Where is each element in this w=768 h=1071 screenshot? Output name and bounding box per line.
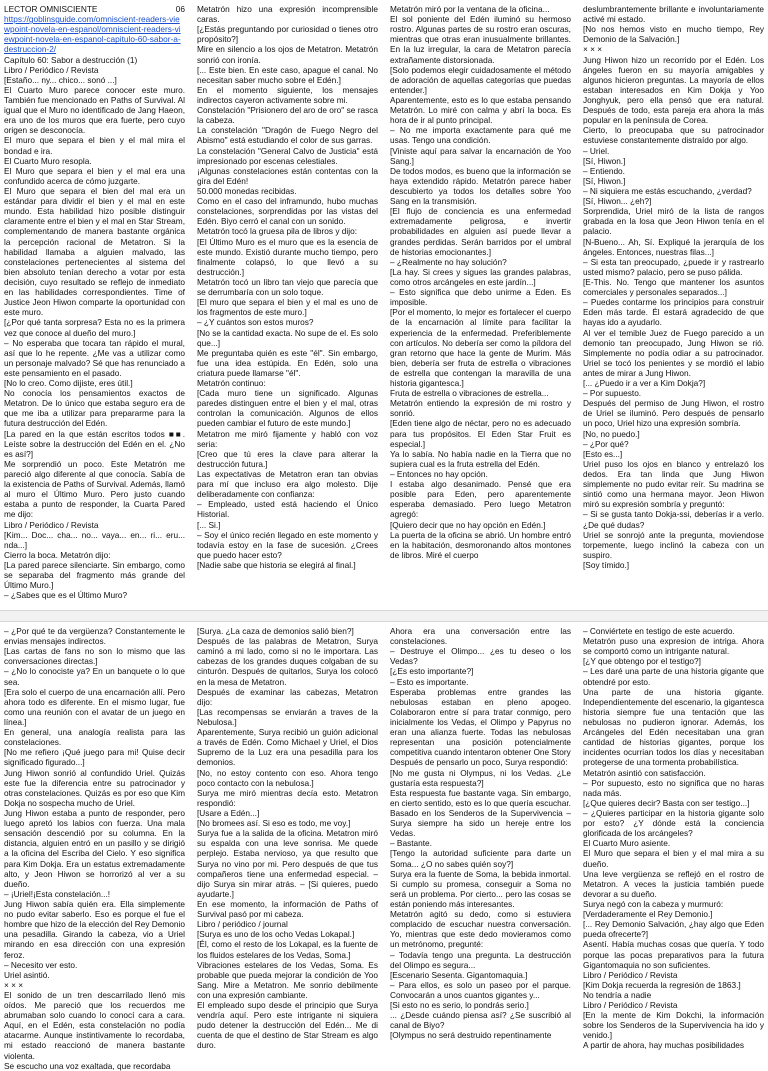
paragraph: Cierto, lo preocupaba que su patrocinador estuviese constantemente distraído por algo. — [583, 125, 764, 146]
paragraph: [¿Estás preguntando por curiosidad o tienes otro propósito?] — [197, 24, 378, 45]
paragraph: [¿Que quieres decir? Basta con ser testigo...] — [583, 797, 750, 808]
paragraph: [Cada muro tiene un significado. Algunas paredes distinguen entre el bien y el mal, otras controlan la comunicación. Algunos de ellos pueden cambiar el futuro de este mundo.] — [197, 388, 378, 429]
paragraph: [¿Y que obtengo por el testigo?] — [583, 656, 701, 667]
paragraph: – No esperaba que tocara tan rápido el mural, así que lo he repente. ¿Me vas a utilizar como un personaje malvado? Sé que has renunciado a este pensamiento en el pasado. — [4, 337, 185, 378]
paragraph: [No, no estoy contento con eso. Ahora tengo poco contacto con la nebulosa.] — [197, 767, 378, 788]
paragraph: [No me refiero ¡Qué juego para mi! Quise decir significado figurado...] — [4, 747, 185, 768]
paragraph: [Usare a Edén...] — [197, 807, 260, 818]
paragraph: Jung Hiwon sonrió al confundido Uriel. Quizás este fue la diferencia entre su patrocinador y otras constelaciones. Quizás es por eso que Kim Dokja no sospecha mucho de Uriel. — [4, 767, 185, 808]
paragraph: [Nadie sabe que historia se elegirá al final.] — [197, 560, 356, 571]
paragraph: – Destruye el Olimpo... ¿es tu deseo o los Vedas? — [390, 646, 571, 667]
paragraph: × × × — [4, 979, 24, 990]
paragraph: [El Último Muro es el muro que es la esencia de este mundo. Existió durante mucho tiempo, pero finalmente colapsó, lo que llevó a su destrucción.] — [197, 236, 378, 277]
paragraph: [No nos hemos visto en mucho tiempo, Rey Demonio de la Salvación.] — [583, 24, 764, 45]
paragraph: ... ¿Desde cuándo piensa así? ¿Se suscribió al canal de Biyo? — [390, 1010, 571, 1031]
paragraph: El Cuarto Muro resopla. — [4, 155, 92, 166]
paragraph: Me preguntaba quién es este "él". Sin embargo, fue una idea estúpida. En Edén, solo una criatura puede llamarse "él". — [197, 347, 378, 378]
paragraph: Constelación "Prisionero del aro de oro" se rasca la cabeza. — [197, 105, 378, 126]
paragraph: [Verdaderamente el Rey Demonio.] — [583, 909, 713, 920]
paragraph: [... Si.] — [197, 519, 221, 530]
paragraph: Me sorprendió un poco. Este Metatrón me pareció algo diferente al que conocía. Sabía de la existencia de Paths of Survival. Además, llamó al muro el Último Muro. Pero justo cuando estaba a punto de responder, la Cuarta Pared me dijo: — [4, 458, 185, 520]
paragraph: Asentí. Había muchas cosas que quería. Y todo porque las pocas preparativos para la futura Gigantomaquia no son suficientes. — [583, 939, 764, 970]
paragraph: 50.000 monedas recibidas. — [197, 185, 297, 196]
paragraph: Aparentemente, esto es lo que estaba pensando Metatrón. Lo miré con calma y abrí la boca. Es hora de ir al punto principal. — [390, 94, 571, 126]
paragraph: No conocía los pensamientos exactos de Metatron. De lo único que estaba seguro era de que me iba a utilizar para prepararme para la futura destrucción del Edén. — [4, 388, 185, 429]
paragraph: [Tengo la autoridad suficiente para darte un Soma... ¿O no sabes quién soy?] — [390, 848, 571, 869]
text-column-3 — [390, 4, 571, 604]
paragraph: deslumbrantemente brillante e involuntariamente activé mi estado. — [583, 4, 764, 25]
paragraph: El Muro que separa el bien y el mal mira a su dueño. — [583, 848, 764, 869]
paragraph: [No me gusta ni Olympus, ni los Vedas. ¿Le gustaría esta respuesta?] — [390, 767, 571, 788]
paragraph: Cierro la boca. Metatrón dijo: — [4, 549, 111, 560]
paragraph: Una parte de una historia gigante. Independientemente del escenario, la gigantesca historia siempre fue una tentación que las nebulosas no pudieron ignorar. Además, los Arcángeles del Edén necesitaban una gran cantidad de historias gigantes, porque los incidentes ocurrian todos los días y necesitaban protegerse de una tormenta probabilística. — [583, 686, 764, 768]
paragraph: El sol poniente del Edén iluminó su hermoso rostro. Algunas partes de su rostro eran oscuras, mientras que otras eran inusualmente brillantes. En la luz irregular, la cara de Metatron parecía extrañamente distorsionada. — [390, 14, 571, 65]
paragraph: Libro / periódico / journal — [197, 919, 288, 930]
paragraph: Ahora era una conversación entre las constelaciones. — [390, 626, 571, 647]
paragraph: [Olympus no será destruido repentinamente — [390, 1030, 552, 1041]
paragraph: [Las recompensas se enviarán a traves de la Nebulosa.] — [197, 706, 378, 727]
paragraph: Surya negó con la cabeza y murmuró: — [583, 898, 724, 909]
paragraph: [Eden tiene algo de néctar, pero no es adecuado para tus propósitos. El Eden Star Fruit es especial.] — [390, 418, 571, 449]
paragraph: [Kim... Doc... cha... no... vaya... en... ri... eru... nda...] — [4, 529, 185, 550]
paragraph: – ¿Por qué te da vergüenza? Constantemente le envias mensajes indirectos. — [4, 626, 185, 647]
paragraph: – ¿Y cuántos son estos muros? — [197, 317, 314, 328]
paragraph: Se escucho una voz exaltada, que recordaba — [4, 1060, 171, 1071]
paragraph: – Les daré una parte de una historia gigante que obtendré por esto. — [583, 666, 764, 687]
paragraph: Como en el caso del inframundo, hubo muchas constelaciones, sorprendidas por las vistas del Edén. Biyo cerró el canal con un sonido. — [197, 196, 378, 227]
paragraph: [Creo que tú eres la clave para alterar la destrucción futura.] — [197, 448, 378, 469]
paragraph: – Conviértete en testigo de este acuerdo. — [583, 626, 735, 636]
paragraph: Jung Hiwon hizo un recorrido por el Edén. Los ángeles fueron en su mayoría amigables y algunos hicieron preguntas. La mayoría de ellos estaban interesados en Kim Dokja y Yoo Jonghyuk, pero ella pensó que era natural. Después de todo, esta pareja era ahora la más popular en la península de Corea. — [583, 54, 764, 126]
paragraph: Aparentemente, Surya recibió un guión adicional a través de Edén. Como Michael y Uriel, el Dios Supremo de la Luz era una pesadilla para los demonios. — [197, 727, 378, 768]
paragraph: El Muro que separa el bien y el mal era una confundido acerca de cómo juzgarte. — [4, 165, 185, 186]
paragraph: I estaba algo desanimado. Pensé que era posible para Eden, pero aparentemente esperaba demasiado. Pero luego Metatron agregó: — [390, 479, 571, 520]
paragraph: Metatrón puso una expresion de intriga. Ahora se comportó como un intrigante natural. — [583, 636, 764, 657]
paragraph: [La pared parece silenciarte. Sin embargo, como se separaba del fragmento más grande del Último Muro.] — [4, 560, 185, 591]
paragraph: – Por supuesto, esto no significa que no haras nada más. — [583, 777, 764, 798]
paragraph: Capítulo 60: Sabor a destrucción (1) — [4, 54, 138, 65]
paragraph: [Si esto no es serio, lo pondrás serio.] — [390, 1000, 529, 1011]
paragraph: [La pared en la que están escritos todos ■■. Leíste sobre la destrucción del Edén en el. ¿No es así?] — [4, 428, 185, 459]
paragraph: – Por supuesto. — [583, 388, 642, 399]
paragraph: Metatrón agitó su dedo, como si estuviera complacido de escuchar nuestra conversación. Yo, mientras que este dedo movieramos como un metrónomo, pregunté: — [390, 909, 571, 950]
paragraph: En ese momento, la información de Paths of Survival pasó por mi cabeza. — [197, 898, 378, 920]
paragraph: Metatrón tocó la gruesa pila de libros y dijo: — [197, 226, 358, 237]
paragraph: – ¡Uriel!¡Esta constelación...! — [4, 888, 111, 899]
paragraph: Después del permiso de Jung Hiwon, el rostro de Uriel se iluminó. Pero después de pensarlo un poco, Uriel hizo una expresión sombría. — [583, 398, 764, 429]
paragraph: Esperaba problemas entre grandes las nebulosas estaban en pleno apogeo. Colaboraron entre sí para tratar conmigo, pero inicialmente los Vedas, el Olimpo y Papyrus no eran una alianza fuerte. Todas las nebulosas representan una posición potencialmente competitiva cuando intentaron obtener One Story — [390, 686, 571, 758]
paragraph: – Necesito ver esto. — [4, 959, 78, 970]
paragraph: Libro / Periódico / Revista — [583, 1000, 678, 1011]
paragraph: En el momento siguiente, los mensajes indirectos cayeron activamente sobre mi. — [197, 84, 378, 105]
paragraph: – ¿Por qué? — [583, 438, 629, 449]
paragraph: – ¿No lo conociste ya? En un banquete o lo que sea. — [4, 666, 185, 687]
paragraph: – ¿Sabes que es el Último Muro? — [4, 590, 128, 601]
paragraph: Las expectativas de Metatron eran tan obvias para mí que incluso era algo molesto. Dije deliberadamente con confianza: — [197, 469, 378, 500]
paragraph: Metatron me miró fijamente y habló con voz seria: — [197, 428, 378, 449]
paragraph: Uriel asintió. — [4, 969, 50, 980]
paragraph: [Por el momento, lo mejor es fortalecer el cuerpo de la encarnación al límite para facilitar la experiencia de la enfermedad. Preferiblemente con artículos. No debería ser como la píldora del gran retorno que hace la gente de Murim. Más bien, debería ser fruta de estrella o vibraciones de estrella que contengan la maravilla de una historia gigantesca.] — [390, 307, 571, 389]
paragraph: A partir de ahora, hay muchas posibilidades — [583, 1040, 744, 1051]
paragraph: [Sí, Hiwon.] — [583, 155, 626, 166]
paragraph: Una leve vergüenza se reflejó en el rostro de Metatron. A veces la justicia también puede devorar a su dueño. — [583, 868, 764, 899]
paragraph: La puerta de la oficina se abrió. Un hombre entró en la habitación, desmoronando altos montones de libros. Miré el cuerpo — [390, 529, 571, 560]
paragraph: – No me importa exactamente para qué me usas. Tengo una condición. — [390, 125, 571, 146]
paragraph: – Si esta tan preocupado, ¿puede ir y rastrearlo usted mismo? palacio, pero se puso pálida. — [583, 256, 764, 277]
paragraph: Surya me miró mientras decía esto. Metatron respondió: — [197, 787, 378, 808]
paragraph: [Sí, Hiwon.] — [583, 175, 626, 186]
paragraph: – Puedes contarme los principios para construir Eden más tarde. Él estará agradecido de que hayas ido a ayudarlo. — [583, 297, 764, 328]
paragraph: El empleado supo desde el principio que Surya vendría aquí. Pero este intrigante ni siquiera pudo detener la destrucción del Edén... Me di cuenta de que el destino de Star Stream es algo duro. — [197, 1000, 378, 1051]
paragraph: [Surya es uno de los ocho Vedas Lokapal.] — [197, 929, 355, 940]
paragraph: – Si se gusta tanto Dokja-ssi, deberías ir a verlo. ¿De qué dudas? — [583, 509, 764, 530]
paragraph: Al ver el temible Juez de Fuego parecido a un demonio tan preocupado, Jung Hiwon se rió. Simplemente no podía odiar a su patrocinador. Uriel se tocó los penientes y se mordió el labio antes de mirar a Jung Hiwon. — [583, 327, 764, 378]
paragraph: – Empleado, usted está haciendo el Único Historial. — [197, 499, 378, 520]
page-sheet-top — [0, 4, 768, 604]
paragraph: Después de examinar las cabezas, Metatron dijo: — [197, 686, 378, 707]
paragraph: Uriel puso los ojos en blanco y entrelazó los dedos. Era tan linda que Jung Hiwon simplemente no pudo evitar reír. Su madrina se sintió como una hermana mayor. Jeon Hiwon miró su expresión sombría y preguntó: — [583, 458, 764, 510]
text-column-8 — [583, 626, 764, 1051]
paragraph: ¡Algunas constelaciones están contentas con la gira del Edén! — [197, 165, 378, 186]
text-column-1 — [4, 4, 185, 604]
paragraph: [¿Por qué tanta sorpresa? Esta no es la primera vez que conoce al dueño del muro.] — [4, 317, 185, 338]
paragraph: – Entonces no hay opción. — [390, 469, 488, 480]
paragraph: Ya lo sabía. No había nadie en la Tierra que no supiera cual es la fruta estrella del Edén. — [390, 448, 571, 469]
text-column-4 — [583, 4, 764, 604]
paragraph: [El muro que separa el bien y el mal es uno de los fragmentos de este muro.] — [197, 297, 378, 318]
paragraph: Metatrón miró por la ventana de la oficina... — [390, 4, 550, 14]
paragraph: [E-This. No. Tengo que mantener los asuntos comerciales y personales separados...] — [583, 276, 764, 298]
text-column-7 — [390, 626, 571, 1041]
paragraph: Esta respuesta fue bastante vaga. Sin embargo, en cierto sentido, esto es lo que quería escuchar. Basado en los Senderos de la Supervivencia – Surya siempre ha sido un hereje entre los Vedas. — [390, 787, 571, 839]
paragraph: [Solo podemos elegir cuidadosamente el método de adoración de aquellas categorías que puedas entender.] — [390, 64, 571, 95]
paragraph: No tendría a nadie — [583, 989, 652, 1000]
page-sheet-bottom — [0, 626, 768, 1071]
paragraph: [N-Bueno... Ah, Sí. Expliqué la jerarquía de los ángeles. Entonces, nuestras filas...] — [583, 236, 764, 257]
paragraph: Fruta de estrella o vibraciones de estrella... — [390, 388, 549, 399]
paragraph: – ¿Quieres participar en la historia gigante solo por esto? ¿Y dónde está la conciencia glorificada de los arcángeles? — [583, 807, 764, 839]
paragraph: Después de pensarlo un poco, Surya respondió: — [390, 757, 568, 768]
page-break — [0, 610, 768, 622]
paragraph: – Para ellos, es solo un paseo por el parque. Convocarán a unos cuantos gigantes y... — [390, 979, 571, 1000]
paragraph: Surya era la fuente de Soma, la bebida inmortal. Si cumplo su promesa, conseguir a Soma no será un problema. Por cierto... pero las cosas se están poniendo más interesantes. — [390, 868, 571, 909]
paragraph: Vibraciones estelares de los Vedas, Soma. Es probable que pueda mejorar la condición de Yoo Sang. Mire a Metatron. Me sonrio debilmente con una expresión cambiante. — [197, 959, 378, 1000]
paragraph: [Quiero decir que no hay opción en Edén.] — [390, 519, 546, 530]
paragraph: Uriel se sonrojó ante la pregunta, moviendose torpemente, luego inclinó la cabeza con un suspiro. — [583, 529, 764, 560]
paragraph: El Cuarto Muro parece conocer este muro. También fue mencionado en Paths of Survival. Al igual que el Muro no identificado de Jang Haeon, era uno de los muros que era fuerte, pero cuyo origen se desconocía. — [4, 84, 185, 136]
paragraph: Mire en silencio a los ojos de Metatron. Metatrón sonrió con ironía. — [197, 44, 378, 65]
paragraph: [No bromees así. Si eso es todo, me voy.] — [197, 818, 351, 829]
page-number: 06 — [175, 4, 185, 14]
header-title: LECTOR OMNISCIENTE — [4, 4, 98, 14]
paragraph: [Soy tímido.] — [583, 560, 630, 571]
paragraph: × × × — [583, 44, 603, 55]
document-header — [4, 4, 185, 14]
paragraph: [¿Es esto importante?] — [390, 666, 474, 677]
paragraph: Libro / Periódico / Revista — [4, 64, 99, 75]
paragraph: [El flujo de conciencia es una enfermedad extremadamente peligrosa, e invertir probabilidades en alguien así puede llevar a grandes perdidas. Serán barridos por el umbral de historias emocionantes.] — [390, 206, 571, 257]
paragraph: [No se la cantidad exacta. No supe de el. Es solo que...] — [197, 327, 378, 348]
paragraph: [Escenario Sesenta. Gigantomaquia.] — [390, 969, 528, 980]
text-column-6 — [197, 626, 378, 1051]
paragraph: [Kim Dokja recuerda la regresión de 1863.] — [583, 979, 741, 990]
paragraph: [La hay. Si crees y sigues las grandes palabras, como otros arcángeles en este jardín...] — [390, 266, 571, 287]
paragraph: [... Este bien. En este caso, apague el canal. No necesitan saber mucho sobre el Edén.] — [197, 64, 378, 85]
paragraph: – Bastante. — [390, 838, 432, 849]
paragraph: Metatrón tocó un libro tan viejo que parecía que se derrumbaría con un solo toque. — [197, 276, 378, 298]
paragraph: En general, una analogía realista para las constelaciones. — [4, 727, 185, 748]
paragraph: [Estaño... ny... chico... sonó ...] — [4, 74, 117, 85]
paragraph: [Sí, Hiwon... ¿eh?] — [583, 196, 652, 207]
paragraph: Metatrón entiendo la expresión de mi rostro y sonrió. — [390, 398, 571, 419]
paragraph: Metatrón continuo: — [197, 378, 266, 389]
paragraph: [... Rey Demonio Salvación, ¿hay algo que Eden pueda ofrecerte?] — [583, 919, 764, 940]
paragraph: Metatrón hizo una expresión incomprensible caras. — [197, 4, 378, 25]
paragraph: El sonido de un tren descarrilado llenó mis oídos. Me pareció que los recuerdos me abrumaban solo cuando lo conocí cara a cara. Aquí, en el Edén, esta constelación no podía atacarme. Aunque instintivamente lo recordaba, mi estado reaccionó de manera bastante violenta. — [4, 989, 185, 1061]
paragraph: Metatrón asintió con satisfacción. — [583, 767, 706, 778]
source-link[interactable]: https://goblinsguide.com/omniscient-readers-viewpoint-novela-en-espanol/omniscient-readers-viewpoint-novela-en-espanol-capitulo-60-sabor-a-destruccion-2/ — [4, 14, 181, 55]
paragraph: [No, no puedo.] — [583, 428, 640, 439]
paragraph: [Surya. ¿La caza de demonios salió bien?] — [197, 626, 354, 636]
paragraph: Después de las palabras de Metatron, Surya caminó a mi lado, como si no le importara. Las cabezas de los grandes duques colgaban de su cinturón. Después de quitarlos, Surya los colocó en la mesa de Metatron. — [197, 636, 378, 687]
paragraph: [Él, como el resto de los Lokapal, es la fuente de los fluidos estelares de los Vedas, Soma.] — [197, 939, 378, 960]
paragraph: El muro que separa el bien y el mal mira el bondad e ira. — [4, 135, 185, 156]
paragraph: El Cuarto Muro asiente. — [583, 838, 671, 849]
paragraph: La constelación "Dragón de Fuego Negro del Abismo" está estudiando el color de sus garras. — [197, 125, 378, 146]
paragraph: – Uriel. — [583, 145, 610, 156]
paragraph: – Ni siquiera me estás escuchando, ¿verdad? — [583, 185, 752, 196]
paragraph: – Esto es importante. — [390, 676, 469, 687]
paragraph: – Soy el único recién llegado en este momento y todavía estoy en la fase de sucesión. ¿Crees que puedo hacer esto? — [197, 529, 378, 560]
paragraph: [Era solo el cuerpo de una encarnación allí. Pero ahora todo es diferente. En el mismo lugar, fue como una reunión con el avatar de un juego en línea.] — [4, 686, 185, 727]
paragraph: Libro / Periódico / Revista — [4, 519, 99, 530]
paragraph: – ¿Realmente no hay solución? — [390, 256, 507, 267]
paragraph: [Esto es...] — [583, 448, 623, 459]
paragraph: Sorprendida, Uriel miró de la lista de rangos grabada en la losa que Jeon Hiwon tenía en el palacio. — [583, 206, 764, 237]
paragraph: – Entiendo. — [583, 165, 625, 176]
paragraph: [No lo creo. Como dijiste, eres útil.] — [4, 378, 133, 389]
paragraph: Jung Hiwon sabía quién era. Ella simplemente no pudo evitar saberlo. Eso es porque el fue el hombre que hizo de la elección del Rey Demonio una pesadilla. Girando la cabeza, vio a Uriel mirando en esa dirección con una expresión feroz. — [4, 898, 185, 960]
paragraph: [Las cartas de fans no son lo mismo que las conversaciones directas.] — [4, 646, 185, 667]
paragraph: [... ¿Puedo ir a ver a Kim Dokja?] — [583, 378, 706, 389]
text-column-2 — [197, 4, 378, 604]
paragraph: – Esto significa que debo unirme a Eden. Es imposible. — [390, 287, 571, 308]
text-column-5 — [4, 626, 185, 1071]
paragraph: Surya fue a la salida de la oficina. Metatron miró su espalda con una leve sonrisa. Me quede perplejo. Estaba nervioso, ya que resulto que Surya no vino por mi. Pero después de que tus compañeros tiene una enfermedad especial. – dijo Surya sin mirar atrás. – [Si quieres, puedo ayudarte.] — [197, 828, 378, 899]
paragraph: Jung Hiwon estaba a punto de responder, pero luego apretó los labios con fuerza. Una mala sensación descendió por su columna. En la distancia, alguien entró en un pasillo y se dirigió a la oficina del Escriba del Cielo. Y eso significa para Kim Dokja. Era un estatus extremadamente alto, y Jeon Hiwon se horrorizó al ver a su dueño. — [4, 807, 185, 889]
paragraph: De todos modos, es bueno que la información se haya extendido rápido. Metatrón parece haber descubierto ya todos los detalles sobre Yoo Sang en la transmisión. — [390, 165, 571, 207]
paragraph: Libro / Periódico / Revista — [583, 969, 678, 980]
paragraph: El Muro que separa el bien del mal era un estándar para dividir el bien y el mal en este mundo. Esta habilidad hizo posible distinguir claramente entre el bien y el mal en Star Stream, complementando de manera bastante orgánica la percepción racional de Metatron. Si la habilidad llamaba a alguien malvado, las constelaciones pertenecientes al sistema del bien absoluto tenían derecho a votar por esta decisión, cuyo resultado se reflejo de inmediato en las habilidades correspondientes. Time of Justice Jeon Hiwon comparte la oportunidad con este muro. — [4, 185, 185, 318]
paragraph: [En la mente de Kim Dokchi, la información sobre los Senderos de la Supervivencia ha ido y venido.] — [583, 1010, 764, 1041]
paragraph: [Viniste aquí para salvar la encarnación de Yoo Sang.] — [390, 145, 571, 166]
paragraph: – Todavía tengo una pregunta. La destrucción del Olimpo es segura... — [390, 949, 571, 970]
paragraph: La constelación "General Calvo de Justicia" está impresionado por escenas celestiales. — [197, 145, 378, 166]
